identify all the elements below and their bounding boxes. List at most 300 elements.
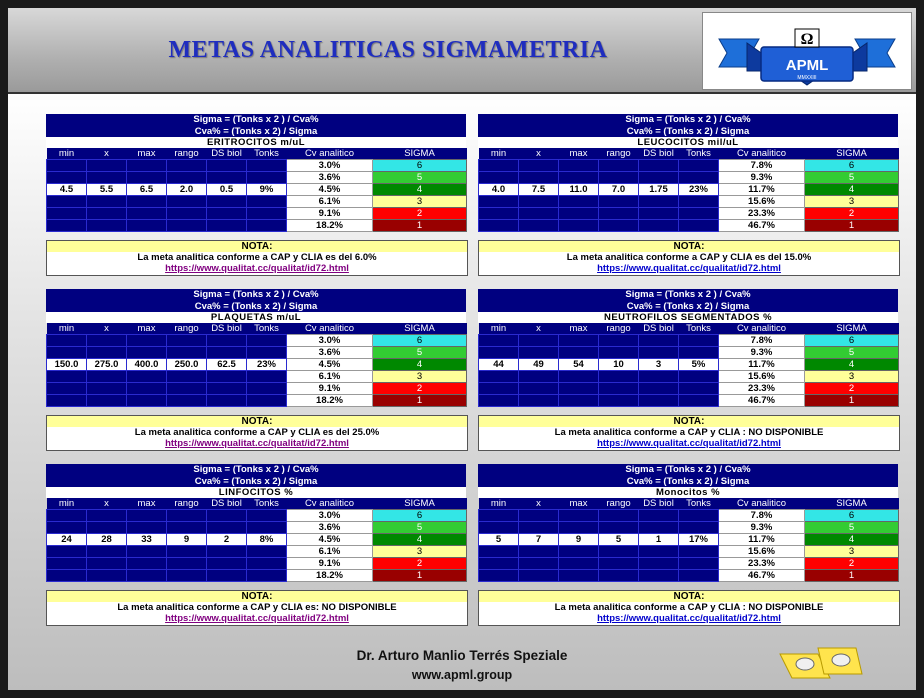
table-cell (679, 347, 719, 359)
table-cell (87, 220, 127, 232)
table-cell (559, 510, 599, 522)
table-cell (639, 558, 679, 570)
sigma-table (46, 148, 467, 232)
table-cell (167, 347, 207, 359)
slide (8, 8, 916, 690)
table-cell (479, 383, 519, 395)
sigma-cell: 2 (373, 383, 467, 395)
table-row (479, 546, 899, 558)
table-row (47, 510, 467, 522)
formula-sigma: Sigma = (Tonks x 2 ) / Cva% (478, 114, 898, 126)
table-cell (247, 220, 287, 232)
table-cell (47, 395, 87, 407)
cv-cell: 3.6% (287, 522, 373, 534)
table-cell (559, 395, 599, 407)
column-header: SIGMA (805, 148, 899, 160)
table-cell (167, 196, 207, 208)
table-row (479, 208, 899, 220)
nota-text: La meta analitica conforme a CAP y CLIA es del 25.0% (134, 427, 380, 438)
sigma-cell: 5 (373, 522, 467, 534)
table-cell: 250.0 (167, 359, 207, 371)
reference-link[interactable]: https://www.qualitat.cc/qualitat/id72.html (165, 438, 349, 449)
table-row (47, 395, 467, 407)
table-cell: 4.5 (47, 184, 87, 196)
table-cell (207, 558, 247, 570)
table-cell (127, 347, 167, 359)
table-cell (559, 208, 599, 220)
table-cell (519, 335, 559, 347)
column-header: x (87, 498, 127, 510)
table-cell (127, 522, 167, 534)
nota-title: NOTA: (479, 241, 899, 252)
table-cell (207, 522, 247, 534)
table-cell: 54 (559, 359, 599, 371)
table-cell (639, 220, 679, 232)
table-cell: 2 (207, 534, 247, 546)
column-header: min (479, 498, 519, 510)
sigma-cell: 5 (805, 522, 899, 534)
table-row (47, 172, 467, 184)
table-cell (127, 160, 167, 172)
cv-cell: 15.6% (719, 546, 805, 558)
table-cell (599, 510, 639, 522)
table-cell: 3 (639, 359, 679, 371)
table-cell (599, 558, 639, 570)
column-header: rango (599, 323, 639, 335)
column-header: x (519, 498, 559, 510)
table-cell (639, 347, 679, 359)
sigma-cell: 1 (373, 570, 467, 582)
cv-cell: 4.5% (287, 359, 373, 371)
formula-cva: Cva% = (Tonks x 2) / Sigma (478, 126, 898, 138)
table-cell (207, 208, 247, 220)
column-header: min (47, 323, 87, 335)
author-name: Dr. Arturo Manlio Terrés Speziale (356, 648, 568, 663)
column-header: max (559, 323, 599, 335)
table-cell (87, 546, 127, 558)
table-cell (479, 510, 519, 522)
table-cell (87, 172, 127, 184)
table-cell (679, 546, 719, 558)
table-row (479, 184, 899, 196)
cv-cell: 11.7% (719, 184, 805, 196)
column-header: SIGMA (373, 323, 467, 335)
table-cell: 7.5 (519, 184, 559, 196)
sigma-cell: 3 (805, 196, 899, 208)
table-cell (87, 570, 127, 582)
table-row (47, 335, 467, 347)
column-header: max (127, 498, 167, 510)
sigma-panel (478, 464, 898, 626)
table-cell: 5 (479, 534, 519, 546)
table-cell (479, 172, 519, 184)
table-cell (207, 371, 247, 383)
table-cell (207, 395, 247, 407)
column-header: x (87, 323, 127, 335)
sigma-table (478, 148, 899, 232)
table-cell: 23% (247, 359, 287, 371)
table-cell (679, 570, 719, 582)
sigma-cell: 5 (373, 347, 467, 359)
table-cell (247, 570, 287, 582)
table-cell (599, 546, 639, 558)
cv-cell: 7.8% (719, 160, 805, 172)
cv-cell: 4.5% (287, 534, 373, 546)
sigma-cell: 4 (373, 184, 467, 196)
table-cell (167, 546, 207, 558)
column-header: Cv analitico (287, 323, 373, 335)
nota-box (46, 590, 468, 626)
column-header: SIGMA (805, 323, 899, 335)
sigma-cell: 1 (373, 220, 467, 232)
table-cell (479, 522, 519, 534)
column-header: DS biol (639, 148, 679, 160)
reference-link[interactable]: https://www.qualitat.cc/qualitat/id72.html (597, 613, 781, 624)
column-header: rango (599, 498, 639, 510)
table-cell (599, 220, 639, 232)
table-header-row (47, 323, 467, 335)
cv-cell: 3.6% (287, 347, 373, 359)
table-cell (127, 570, 167, 582)
table-cell (167, 558, 207, 570)
cv-cell: 9.3% (719, 522, 805, 534)
table-cell (47, 160, 87, 172)
nota-box (478, 590, 900, 626)
sigma-cell: 1 (805, 220, 899, 232)
table-cell: 24 (47, 534, 87, 546)
column-header: x (87, 148, 127, 160)
table-cell: 10 (599, 359, 639, 371)
column-header: DS biol (207, 498, 247, 510)
table-cell (127, 395, 167, 407)
column-header: Cv analitico (719, 323, 805, 335)
table-cell (639, 335, 679, 347)
table-cell (479, 208, 519, 220)
table-cell (679, 510, 719, 522)
table-cell (47, 558, 87, 570)
table-cell: 9 (559, 534, 599, 546)
column-header: Cv analitico (719, 148, 805, 160)
table-cell (247, 546, 287, 558)
column-header: max (127, 148, 167, 160)
cv-cell: 4.5% (287, 184, 373, 196)
sigma-panel (46, 289, 466, 451)
cv-cell: 9.1% (287, 208, 373, 220)
table-cell (207, 335, 247, 347)
table-cell (479, 546, 519, 558)
cv-cell: 9.3% (719, 172, 805, 184)
table-row (479, 347, 899, 359)
cv-cell: 18.2% (287, 570, 373, 582)
table-cell (207, 570, 247, 582)
table-row (479, 371, 899, 383)
table-cell: 23% (679, 184, 719, 196)
table-cell: 400.0 (127, 359, 167, 371)
column-header: Cv analitico (719, 498, 805, 510)
table-cell (87, 383, 127, 395)
formula-sigma: Sigma = (Tonks x 2 ) / Cva% (478, 289, 898, 301)
table-cell: 11.0 (559, 184, 599, 196)
table-cell (559, 160, 599, 172)
cv-cell: 9.1% (287, 383, 373, 395)
table-row (47, 220, 467, 232)
column-header: Cv analitico (287, 498, 373, 510)
table-cell (599, 172, 639, 184)
sigma-panel (46, 114, 466, 276)
table-cell (207, 510, 247, 522)
table-row (47, 522, 467, 534)
analyte-title: ERITROCITOS m/uL (46, 137, 466, 148)
table-cell (599, 347, 639, 359)
nota-box (478, 240, 900, 276)
table-cell (247, 196, 287, 208)
analyte-title: LEUCOCITOS mil/uL (478, 137, 898, 148)
table-row (47, 196, 467, 208)
table-cell (247, 335, 287, 347)
table-cell (519, 347, 559, 359)
reference-link[interactable]: https://www.qualitat.cc/qualitat/id72.html (597, 438, 781, 449)
table-cell: 33 (127, 534, 167, 546)
column-header: Tonks (679, 323, 719, 335)
sigma-cell: 2 (805, 383, 899, 395)
table-cell (559, 220, 599, 232)
table-cell (247, 371, 287, 383)
sigma-cell: 1 (805, 570, 899, 582)
sigma-cell: 1 (805, 395, 899, 407)
column-header: rango (599, 148, 639, 160)
table-cell (87, 335, 127, 347)
table-cell: 7.0 (599, 184, 639, 196)
table-row (47, 208, 467, 220)
table-cell (679, 383, 719, 395)
sigma-cell: 6 (805, 335, 899, 347)
table-row (479, 172, 899, 184)
cv-cell: 11.7% (719, 359, 805, 371)
table-cell (639, 570, 679, 582)
column-header: max (559, 148, 599, 160)
nota-text: La meta analitica conforme a CAP y CLIA es del 6.0% (137, 252, 377, 263)
sigma-cell: 6 (373, 335, 467, 347)
table-cell: 62.5 (207, 359, 247, 371)
table-cell (519, 371, 559, 383)
sigma-panel (478, 114, 898, 276)
table-cell: 5 (599, 534, 639, 546)
sigma-cell: 4 (373, 359, 467, 371)
table-cell: 6.5 (127, 184, 167, 196)
table-cell (247, 347, 287, 359)
column-header: Tonks (679, 498, 719, 510)
column-header: Tonks (247, 148, 287, 160)
table-cell (519, 383, 559, 395)
sigma-cell: 2 (805, 208, 899, 220)
column-header: rango (167, 323, 207, 335)
table-row (479, 522, 899, 534)
table-cell (639, 522, 679, 534)
table-cell (559, 546, 599, 558)
table-cell: 7 (519, 534, 559, 546)
table-row (47, 534, 467, 546)
table-row (479, 534, 899, 546)
table-cell (479, 347, 519, 359)
nota-text: La meta analitica conforme a CAP y CLIA es: NO DISPONIBLE (117, 602, 397, 613)
table-cell (47, 196, 87, 208)
table-row (479, 220, 899, 232)
table-cell (639, 172, 679, 184)
table-cell (127, 546, 167, 558)
sigma-cell: 5 (805, 347, 899, 359)
table-cell (679, 160, 719, 172)
table-row (47, 347, 467, 359)
nota-text: La meta analitica conforme a CAP y CLIA : NO DISPONIBLE (554, 602, 824, 613)
table-cell (127, 371, 167, 383)
column-header: SIGMA (373, 498, 467, 510)
cv-cell: 46.7% (719, 220, 805, 232)
table-row (47, 359, 467, 371)
table-cell (559, 558, 599, 570)
table-row (47, 558, 467, 570)
table-cell (87, 196, 127, 208)
table-cell (167, 570, 207, 582)
table-cell (479, 220, 519, 232)
logo-text: APML (785, 57, 829, 74)
sigma-cell: 3 (805, 546, 899, 558)
cv-cell: 46.7% (719, 395, 805, 407)
nota-title: NOTA: (479, 416, 899, 427)
cv-cell: 3.0% (287, 160, 373, 172)
table-row (479, 510, 899, 522)
table-cell (479, 570, 519, 582)
analyte-title: PLAQUETAS m/uL (46, 312, 466, 323)
sigma-cell: 1 (373, 395, 467, 407)
table-cell (247, 510, 287, 522)
table-cell (167, 172, 207, 184)
table-cell (599, 335, 639, 347)
table-cell (167, 208, 207, 220)
table-cell: 28 (87, 534, 127, 546)
cv-cell: 15.6% (719, 371, 805, 383)
table-cell: 0.5 (207, 184, 247, 196)
table-cell (679, 208, 719, 220)
table-cell (207, 220, 247, 232)
column-header: SIGMA (373, 148, 467, 160)
table-cell (679, 558, 719, 570)
table-row (479, 160, 899, 172)
sigma-panel (478, 289, 898, 451)
cv-cell: 3.0% (287, 335, 373, 347)
table-cell (247, 395, 287, 407)
table-cell (599, 522, 639, 534)
formula-cva: Cva% = (Tonks x 2) / Sigma (46, 126, 466, 138)
table-cell: 9% (247, 184, 287, 196)
cv-cell: 6.1% (287, 546, 373, 558)
formula-sigma: Sigma = (Tonks x 2 ) / Cva% (46, 114, 466, 126)
sigma-cell: 3 (805, 371, 899, 383)
footer-logo-icon (778, 634, 864, 680)
table-cell (519, 558, 559, 570)
table-cell (479, 196, 519, 208)
table-cell (167, 510, 207, 522)
table-header-row (47, 498, 467, 510)
table-cell (247, 522, 287, 534)
table-cell (47, 220, 87, 232)
cv-cell: 23.3% (719, 383, 805, 395)
table-cell (167, 335, 207, 347)
table-cell: 150.0 (47, 359, 87, 371)
column-header: min (47, 148, 87, 160)
table-cell (639, 395, 679, 407)
table-cell (519, 220, 559, 232)
reference-link[interactable]: https://www.qualitat.cc/qualitat/id72.html (597, 263, 781, 274)
table-cell (679, 220, 719, 232)
table-cell: 1.75 (639, 184, 679, 196)
table-cell (519, 208, 559, 220)
formula-sigma: Sigma = (Tonks x 2 ) / Cva% (46, 289, 466, 301)
column-header: x (519, 148, 559, 160)
column-header: DS biol (639, 323, 679, 335)
table-cell (519, 522, 559, 534)
table-cell (479, 371, 519, 383)
table-cell: 275.0 (87, 359, 127, 371)
table-cell (519, 172, 559, 184)
nota-text: La meta analitica conforme a CAP y CLIA : NO DISPONIBLE (554, 427, 824, 438)
table-cell (519, 395, 559, 407)
nota-title: NOTA: (47, 591, 467, 602)
table-cell (87, 160, 127, 172)
table-cell (47, 383, 87, 395)
table-cell (679, 371, 719, 383)
cv-cell: 11.7% (719, 534, 805, 546)
table-cell (559, 347, 599, 359)
table-cell (127, 172, 167, 184)
table-cell (47, 172, 87, 184)
table-cell (127, 220, 167, 232)
table-cell (247, 558, 287, 570)
table-header-row (479, 148, 899, 160)
sigma-panel (46, 464, 466, 626)
reference-link[interactable]: https://www.qualitat.cc/qualitat/id72.html (165, 613, 349, 624)
cv-cell: 3.0% (287, 510, 373, 522)
table-cell (639, 510, 679, 522)
table-cell (207, 172, 247, 184)
table-cell (167, 383, 207, 395)
cv-cell: 9.1% (287, 558, 373, 570)
column-header: max (127, 323, 167, 335)
table-cell: 49 (519, 359, 559, 371)
table-cell: 9 (167, 534, 207, 546)
table-cell (87, 395, 127, 407)
table-cell (167, 395, 207, 407)
table-cell (207, 196, 247, 208)
table-cell (127, 558, 167, 570)
table-cell (207, 347, 247, 359)
sigma-table (478, 498, 899, 582)
sigma-table (46, 323, 467, 407)
table-row (479, 335, 899, 347)
table-row (479, 395, 899, 407)
nota-title: NOTA: (47, 416, 467, 427)
table-row (479, 570, 899, 582)
table-cell (47, 546, 87, 558)
table-cell (167, 522, 207, 534)
table-cell (519, 160, 559, 172)
table-row (479, 359, 899, 371)
table-cell (87, 347, 127, 359)
table-row (47, 546, 467, 558)
table-cell (479, 395, 519, 407)
reference-link[interactable]: https://www.qualitat.cc/qualitat/id72.html (165, 263, 349, 274)
table-cell (167, 160, 207, 172)
table-cell (639, 546, 679, 558)
